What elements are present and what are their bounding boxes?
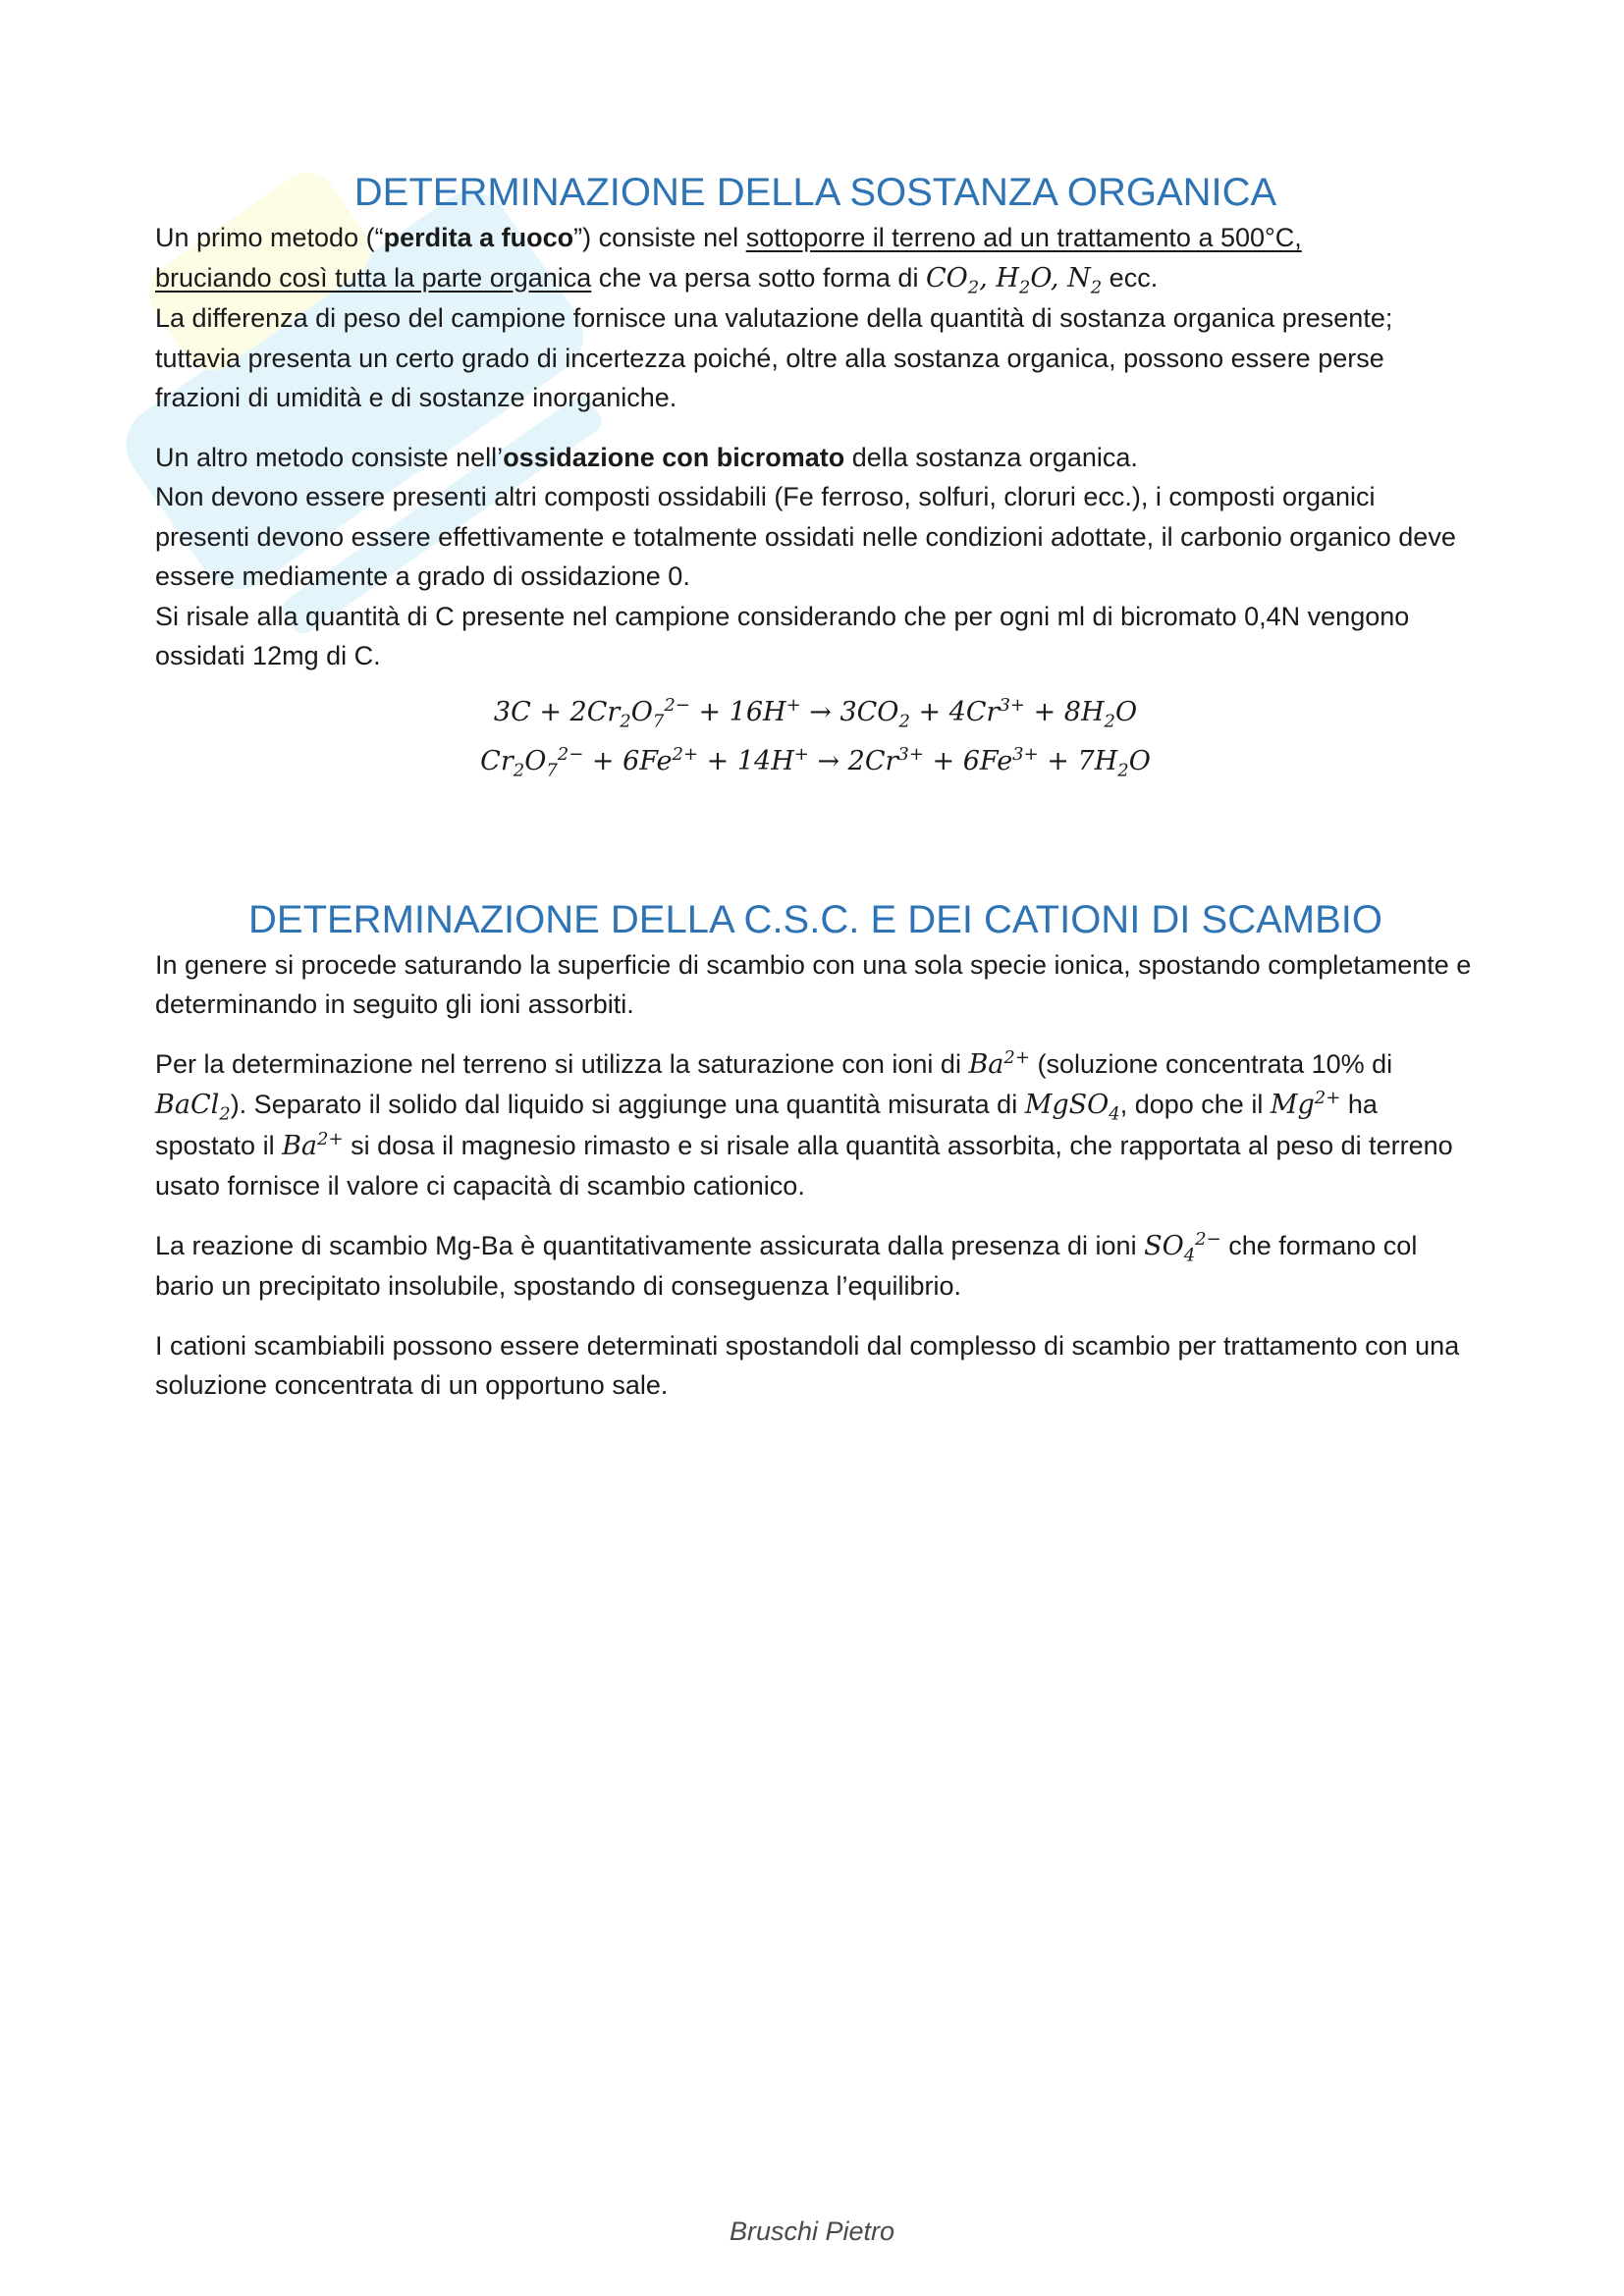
paragraph-dichromate-method: Un altro metodo consiste nell’ossidazione con bicromato della sostanza organica.	[155, 442, 1138, 472]
section-title-organic-matter: DETERMINAZIONE DELLA SOSTANZA ORGANICA	[353, 171, 1277, 214]
document-body	[155, 167, 1476, 1406]
paragraph-saturation: In genere si procede saturando la superficie di scambio con una sola specie ionica, spostando completamente e determinando in seguito gli ioni assorbiti.	[155, 949, 1472, 1019]
formula-products: $CO_2$, $H_2O$, $N_2$	[925, 262, 1103, 297]
paragraph-exchange-reaction: La reazione di scambio Mg-Ba è quantitativamente assicurata dalla presenza di ioni $SO_4^{2-}$ che formano col bario un precipitato insolubile, spostando di conseguenza l’equilibrio.	[155, 1228, 1418, 1301]
section-title-cec: DETERMINAZIONE DELLA C.S.C. E DEI CATIONI DI SCAMBIO	[248, 897, 1382, 941]
paragraph-exchangeable-cations: I cationi scambiabili possono essere determinati spostandoli dal complesso di scambio per trattamento con una soluzione concentrata di un opportuno sale.	[155, 1330, 1460, 1400]
paragraph-barium-saturation: Per la determinazione nel terreno si utilizza la saturazione con ioni di $Ba^{2+}$ (soluzione concentrata 10% di BaCl$_2$). Separato il solido dal liquido si aggiunge una quantità misurata di MgSO$_4$, dopo che il $Mg^{2+}$ ha spostato il $Ba^{2+}$ si dosa il magnesio rimasto e si risale alla quantità assorbita, che rapportata al peso di terreno usato fornisce il valore ci capacità di scambio cationico.	[155, 1046, 1453, 1201]
paragraph-weight-difference: La differenza di peso del campione fornisce una valutazione della quantità di sostanza organica presente; tuttavia presenta un certo grado di incertezza poiché, oltre alla sostanza organica, possono essere perse frazioni di umidità e di sostanze inorganiche.	[155, 303, 1393, 412]
equation-dichromate-titration: $Cr_2O_7^{2-} + 6Fe^{2+} + 14H^+ \to 2Cr^{3+} + 6Fe^{3+} + 7H_2O$	[480, 743, 1151, 780]
paragraph-loss-on-ignition: Un primo metodo (“perdita a fuoco”) consiste nel sottoporre il terreno ad un trattamento a 500°C, bruciando così tutta la parte organica che va persa sotto forma di $CO_2$, $H_2O$, $N_2$ ecc.	[155, 223, 1302, 297]
footer-author: Bruschi Pietro	[729, 2216, 895, 2246]
paragraph-conditions: Non devono essere presenti altri composti ossidabili (Fe ferroso, solfuri, cloruri ecc.), i composti organici presenti devono essere effettivamente e totalmente ossidati nelle condizioni adottate, il carbonio organico deve essere mediamente a grado di ossidazione 0.	[155, 482, 1456, 591]
equation-carbon-oxidation: $3C + 2Cr_2O_7^{2-} + 16H^+ \to 3CO_2 + 4Cr^{3+} + 8H_2O$	[493, 694, 1138, 731]
paragraph-carbon-quantity: Si risale alla quantità di C presente nel campione considerando che per ogni ml di bicromato 0,4N vengono ossidati 12mg di C.	[155, 601, 1410, 670]
